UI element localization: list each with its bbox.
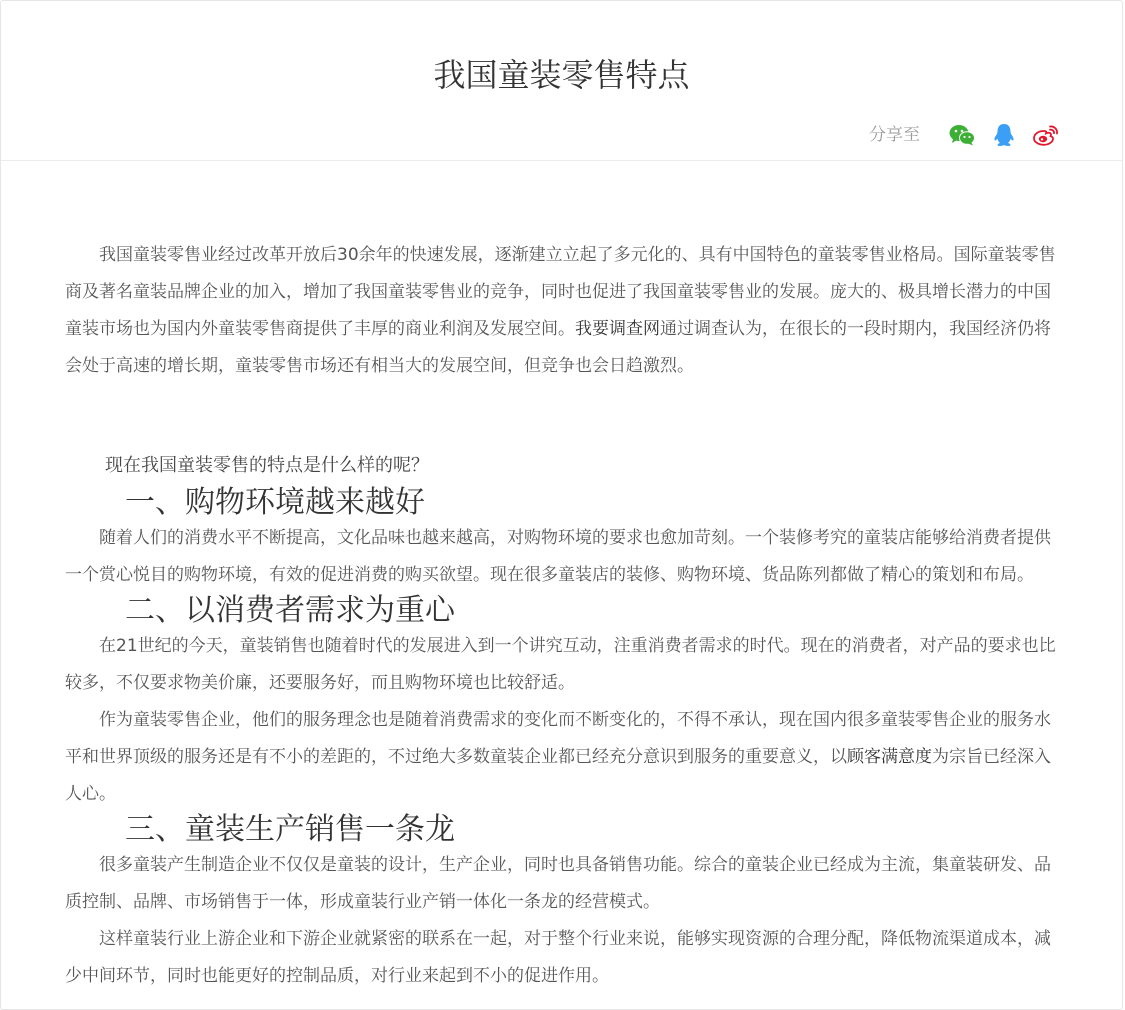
section-1-paragraph-1: 随着人们的消费水平不断提高，文化品味也越来越高，对购物环境的要求也愈加苛刻。一个装修考究的童装店能够给消费者提供一个赏心悦目的购物环境，有效的促进消费的购买欲望。现在很多童装店的装修、购物环境、货品陈列都做了精心的策划和布局。 xyxy=(65,528,1051,585)
section-heading-2: 二、以消费者需求为重心 xyxy=(125,593,455,628)
share-bar xyxy=(869,121,1060,149)
page-title: 我国童装零售特点 xyxy=(433,56,690,94)
section-heading-3: 三、童装生产销售一条龙 xyxy=(125,812,455,847)
section-2-text-a: 作为童装零售企业，他们的服务理念也是随着消费需求的变化而不断变化的，不得不承认，现在国内很多童装零售企业的服务水平和世界顶级的服务还是有不小的差距的，不过绝大多数童装企业都已经充分意识到服务的重要意义，以 xyxy=(65,710,1051,767)
section-2-paragraph-1: 在21世纪的今天，童装销售也随着时代的发展进入到一个讲究互动，注重消费者需求的时代。现在的消费者，对产品的要求也比较多，不仅要求物美价廉，还要服务好，而且购物环境也比较舒适。 xyxy=(65,636,1056,693)
section-3-paragraph-1: 很多童装产生制造企业不仅仅是童装的设计，生产企业，同时也具备销售功能。综合的童装企业已经成为主流，集童装研发、品质控制、品牌、市场销售于一体，形成童装行业产销一体化一条龙的经营模式。 xyxy=(65,855,1051,912)
intro-paragraph xyxy=(65,237,1065,385)
section-2-text-b: 为宗旨已经深入人心。 xyxy=(65,747,1051,804)
section-3-paragraph-2: 这样童装行业上游企业和下游企业就紧密的联系在一起，对于整个行业来说，能够实现资源的合理分配，降低物流渠道成本，减少中间环节，同时也能更好的控制品质，对行业来起到不小的促进作用。 xyxy=(65,929,1051,986)
spacer xyxy=(65,385,1065,422)
section-heading-1: 一、购物环境越来越好 xyxy=(125,485,425,520)
wechat-icon[interactable] xyxy=(948,121,976,149)
section-question: 现在我国童装零售的特点是什么样的呢？ xyxy=(105,455,429,476)
intro-text-b: 通过调查认为，在很长的一段时期内，我国经济仍将会处于高速的增长期，童装零售市场还有相当大的发展空间，但竞争也会日趋激烈。 xyxy=(65,319,1051,376)
intro-link[interactable]: 我要调查网 xyxy=(575,319,660,339)
weibo-icon[interactable] xyxy=(1032,121,1060,149)
article-header xyxy=(1,1,1122,161)
intro-text-a: 我国童装零售业经过改革开放后30余年的快速发展，逐渐建立立起了多元化的、具有中国特色的童装零售业格局。国际童装零售商及著名童装品牌企业的加入，增加了我国童装零售业的竞争，同时也促进了我国童装零售业的发展。庞大的、极具增长潜力的中国童装市场也为国内外童装零售商提供了丰厚的商业利润及发展空间。 xyxy=(65,245,1056,339)
satisfaction-link[interactable]: 顾客满意度 xyxy=(847,747,932,767)
share-label: 分享至 xyxy=(869,125,920,145)
section-2-paragraph-2 xyxy=(65,702,1065,813)
qq-icon[interactable] xyxy=(990,121,1018,149)
article-body xyxy=(65,237,1065,995)
spacer xyxy=(65,422,1065,446)
